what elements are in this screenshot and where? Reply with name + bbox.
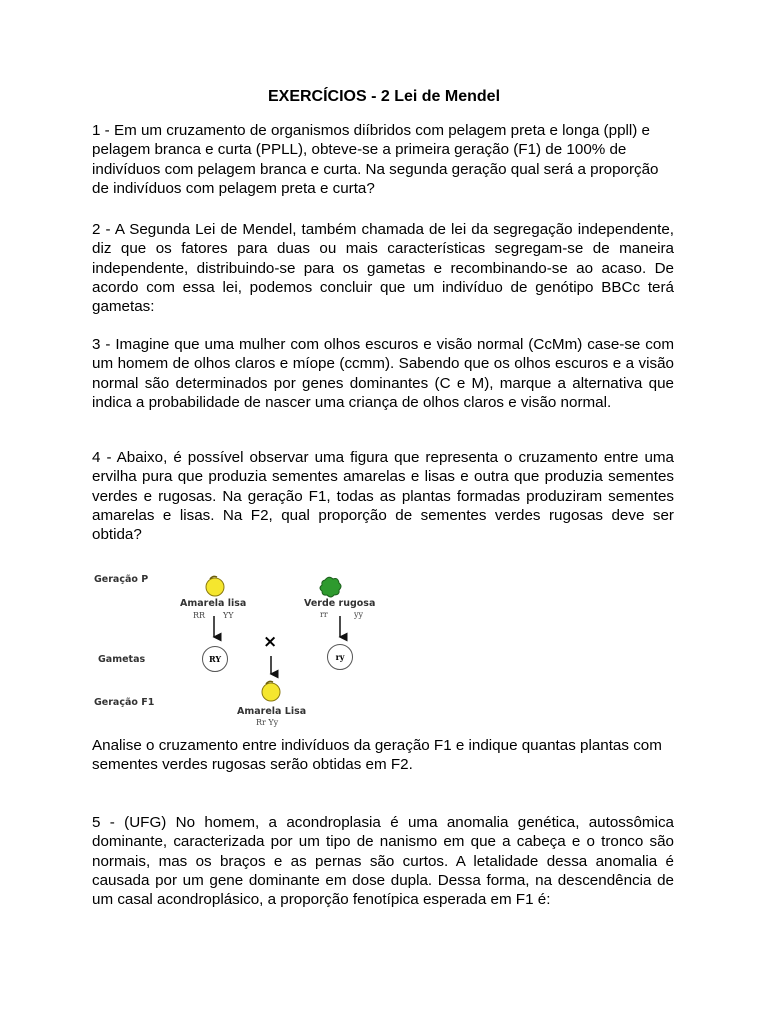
label-generation-f1: Geração F1 <box>94 697 155 708</box>
parent2-label: Verde rugosa <box>304 598 376 609</box>
parent1-genotype-a: RR <box>193 611 206 620</box>
parent1-label: Amarela lisa <box>180 598 247 609</box>
gamete-ry-recessive: ry <box>327 644 353 670</box>
yellow-smooth-seed-icon <box>262 681 280 701</box>
cross-icon: × <box>263 632 278 652</box>
gamete-ry-dominant: RY <box>202 646 228 672</box>
question-5: 5 - (UFG) No homem, a acondroplasia é uma anomalia genética, autossômica dominante, caracterizada por um tipo de nanismo em que a cabeça e o tronco são normais, mas os braços e as pernas são curtos. A letalidade dessa anomalia é causada por um gene dominante em dose dupla. Dessa forma, na descendência de um casal acondroplásico, a proporção fenotípica esperada em F1 é: <box>92 814 674 909</box>
f1-genotype: Rr Yy <box>256 718 279 727</box>
yellow-smooth-seed-icon <box>206 576 224 596</box>
page-title: EXERCÍCIOS - 2 Lei de Mendel <box>267 88 501 105</box>
question-1: 1 - Em um cruzamento de organismos diíbridos com pelagem preta e longa (ppll) e pelagem branca e curta (PPLL), obteve-se a primeira geração (F1) de 100% de indivíduos com pelagem branca e curta. Na segunda geração qual será a proporção de indivíduos com pelagem preta e curta? <box>92 122 659 197</box>
parent2-genotype-b: yy <box>354 610 364 619</box>
question-4: 4 - Abaixo, é possível observar uma figura que representa o cruzamento entre uma ervilha pura que produzia sementes amarelas e lisas e outra que produzia sementes verdes e rugosas. Na geração F1, todas as plantas formadas produziram sementes amarelas e lisas. Na F2, qual proporção de sementes verdes rugosas deve ser obtida? <box>92 449 674 544</box>
f1-label: Amarela Lisa <box>237 706 307 717</box>
label-gametes: Gametas <box>98 654 146 665</box>
question-2: 2 - A Segunda Lei de Mendel, também chamada de lei da segregação independente, diz que os fatores para duas ou mais características segregam-se de maneira independente, distribuindo-se para os gametas e recombinando-se ao acaso. De acordo com essa lei, podemos concluir que um indivíduo de genótipo BBCc terá gametas: <box>92 221 674 316</box>
mendel-cross-figure <box>92 566 392 734</box>
question-4-followup: Analise o cruzamento entre indivíduos da geração F1 e indique quantas plantas com sementes verdes rugosas serão obtidas em F2. <box>92 737 662 774</box>
label-generation-p: Geração P <box>94 574 149 585</box>
question-3: 3 - Imagine que uma mulher com olhos escuros e visão normal (CcMm) case-se com um homem de olhos claros e míope (ccmm). Sabendo que os olhos escuros e a visão normal são determinados por genes dominantes (C e M), marque a alternativa que indica a probabilidade de nascer uma criança de olhos claros e visão normal. <box>92 336 674 411</box>
green-wrinkled-seed-icon <box>320 577 341 597</box>
parent1-genotype-b: YY <box>223 611 234 620</box>
parent2-genotype-a: rr <box>320 610 328 619</box>
